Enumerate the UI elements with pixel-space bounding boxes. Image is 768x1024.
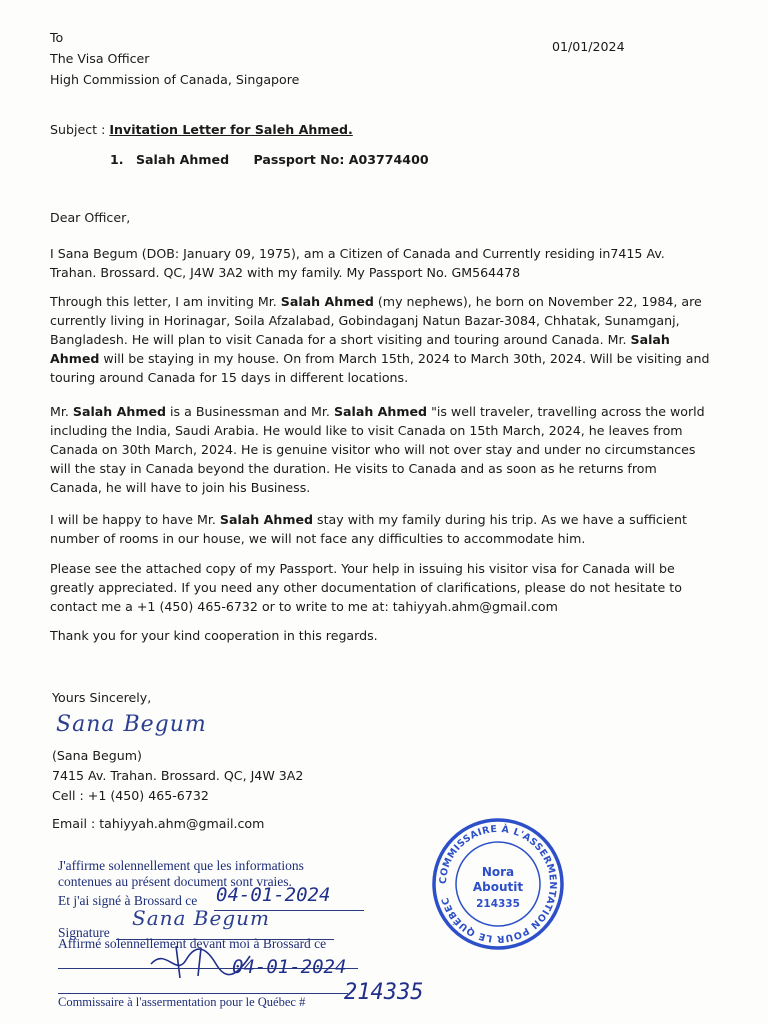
recipient-block [50, 27, 299, 90]
recipient-line: The Visa Officer [50, 51, 150, 66]
subject-item [110, 150, 429, 169]
stamp-number: 214335 [476, 898, 520, 910]
recipient-line: To [50, 30, 64, 45]
letter-date: 01/01/2024 [552, 39, 625, 54]
paragraph-intro: I Sana Begum (DOB: January 09, 1975), am a Citizen of Canada and Currently residing in7415 Av. Trahan. Brossard. QC, J4W 3A2 with my family. My Passport No. GM564478 [50, 246, 665, 280]
paragraph-thanks: Thank you for your kind cooperation in this regards. [50, 628, 378, 643]
guest-name: Salah Ahmed [333, 404, 428, 419]
commissioner-number: 214335 [344, 980, 424, 1005]
closing-phrase: Yours Sincerely, [52, 690, 152, 705]
affirmation-signature: Sana Begum [132, 906, 270, 930]
recipient-line: High Commission of Canada, Singapore [50, 72, 300, 87]
handwritten-date: 04-01-2024 [216, 884, 331, 906]
signer-block [52, 746, 303, 806]
affirmation-line: contenues au présent document sont vraies. [58, 874, 292, 889]
paragraph-guest-details: Mr. Salah Ahmed is a Businessman and Mr. Salah Ahmed "is well traveler, travelling across the world including the India, Saudi Arabia. He would like to visit Canada on 15th March, 2024, he leaves from Canada on 30th March, 2024. He is genuine visitor who will not over stay and under no circumstances will the stay in Canada beyond the duration. He visits to Canada and as soon as he returns from Canada, he will have to join his Business. [50, 404, 705, 495]
stamp-ring-text: COMMISSAIRE À L'ASSERMENTATION POUR LE QUÉBEC [437, 823, 559, 945]
handwritten-signature: Sana Begum [56, 712, 207, 737]
affirmation-line: J'affirme solennellement que les informations [58, 858, 304, 873]
affirmation-signed-at: Et j'ai signé à Brossard ce [58, 893, 198, 908]
commissioner-date: 04-01-2024 [232, 956, 347, 978]
guest-name: Salah Ahmed [50, 332, 670, 366]
paragraph-contact: Please see the attached copy of my Passport. Your help in issuing his visitor visa for Canada will be greatly appreciated. If you need any other documentation of clarifications, please do not hesitate to contact me a +1 (450) 465-6732 or to write to me at: tahiyyah.ahm@gmail.com [50, 561, 682, 614]
signer-address: 7415 Av. Trahan. Brossard. QC, J4W 3A2 [52, 768, 304, 783]
stamp-name-1: Nora [481, 865, 515, 879]
guest-name: Salah Ahmed [72, 404, 167, 419]
subject-item-name: Salah Ahmed [135, 152, 230, 167]
subject-label: Subject : [50, 122, 106, 137]
subject-line [50, 120, 353, 139]
subject-item-number: 1. [110, 152, 124, 167]
signer-email: Email : tahiyyah.ahm@gmail.com [52, 816, 265, 831]
commissioner-stamp [430, 816, 566, 952]
signer-cell: Cell : +1 (450) 465-6732 [52, 788, 209, 803]
subject-passport: Passport No: A03774400 [253, 152, 429, 167]
guest-name: Salah Ahmed [219, 512, 313, 527]
guest-name: Salah Ahmed [280, 294, 374, 309]
signer-name: (Sana Begum) [52, 748, 142, 763]
subject-title: Invitation Letter for Saleh Ahmed. [109, 122, 353, 137]
paragraph-invitation: Through this letter, I am inviting Mr. Salah Ahmed (my nephews), he born on November 22, 1984, are currently living in Horinagar, Soila Afzalabad, Gobindaganj Natun Bazar-3084, Chhatak, Sunamganj, Bangladesh. He will plan to visit Canada for a short visiting and touring around Canada. Mr. Salah Ahmed will be staying in my house. On from March 15th, 2024 to March 30th, 2024. Will be visiting and touring around Canada for 15 days in different locations. [50, 294, 710, 385]
affirmed-before: Affirmé solennellement devant moi à Brossard ce [58, 936, 327, 951]
stamp-name-2: Aboutit [472, 880, 524, 894]
stamp-seal [430, 816, 566, 952]
salutation: Dear Officer, [50, 210, 131, 225]
signature-label: Signature [58, 925, 110, 940]
commissioner-label: Commissaire à l'assermentation pour le Québec # [58, 995, 306, 1009]
paragraph-accommodation: I will be happy to have Mr. Salah Ahmed stay with my family during his trip. As we have a sufficient number of rooms in our house, we will not face any difficulties to accommodate him. [50, 512, 687, 546]
